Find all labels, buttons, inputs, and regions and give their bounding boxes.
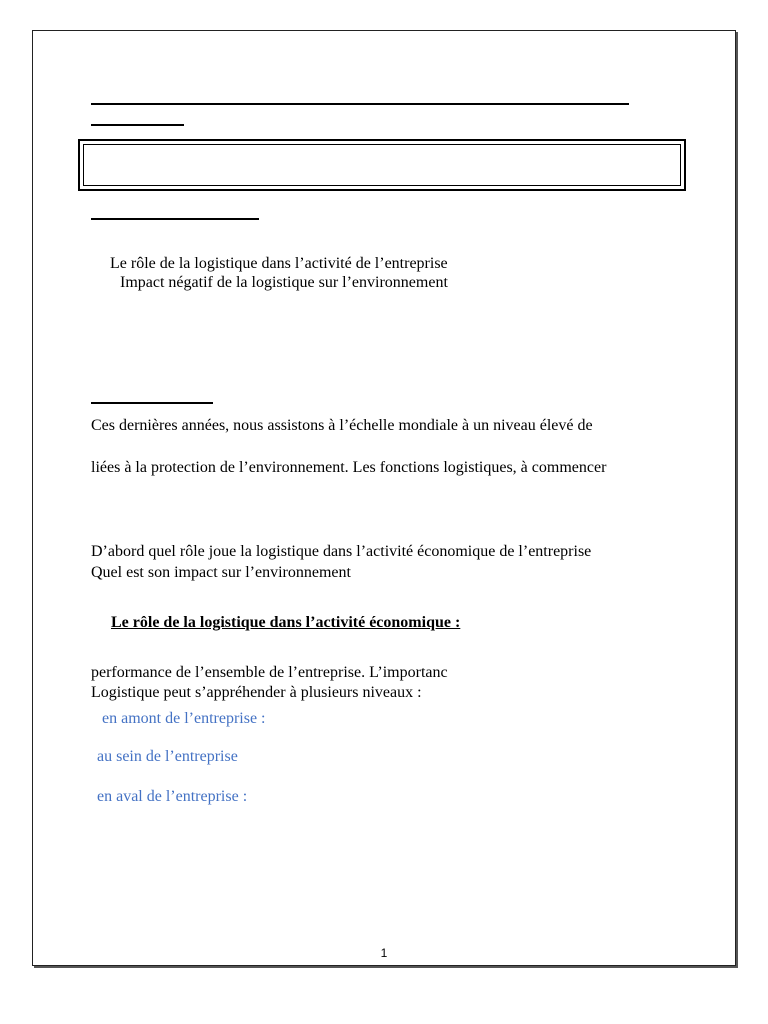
paragraph1-line-2: liées à la protection de l’environnement. Les fonctions logistiques, à commencer: [91, 459, 607, 476]
header-rule-long: [91, 103, 629, 105]
paragraph2-line-2: Logistique peut s’appréhender à plusieurs niveaux :: [91, 684, 422, 701]
question-2: Quel est son impact sur l’environnement: [91, 564, 351, 581]
paragraph2-line-1: performance de l’ensemble de l’entreprise. L’importanc: [91, 664, 448, 681]
section-rule-1: [91, 218, 259, 220]
level-item-downstream: en aval de l’entreprise :: [97, 788, 248, 805]
level-item-within: au sein de l’entreprise: [97, 748, 238, 765]
level-item-upstream: en amont de l’entreprise :: [102, 710, 266, 727]
header-rule-short: [91, 124, 184, 126]
section-rule-2: [91, 402, 213, 404]
paragraph1-line-1: Ces dernières années, nous assistons à l’échelle mondiale à un niveau élevé de: [91, 417, 593, 434]
page-number: 1: [380, 946, 388, 960]
question-1: D’abord quel rôle joue la logistique dans l’activité économique de l’entreprise: [91, 543, 592, 560]
title-box-inner-frame: [83, 144, 681, 186]
intro-item-2: Impact négatif de la logistique sur l’environnement: [120, 274, 448, 291]
section-heading: Le rôle de la logistique dans l’activité économique :: [111, 614, 461, 631]
intro-item-1: Le rôle de la logistique dans l’activité de l’entreprise: [110, 255, 448, 272]
title-box: [78, 139, 686, 191]
